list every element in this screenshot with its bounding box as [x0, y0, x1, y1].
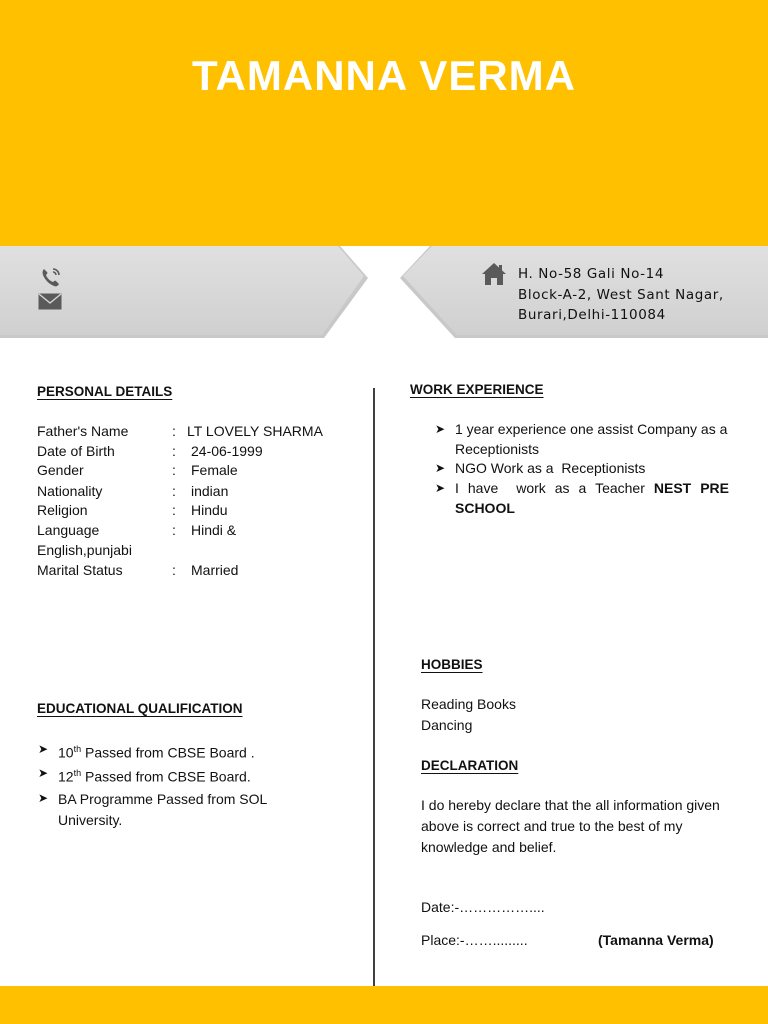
row-value: 24-06-1999	[191, 443, 263, 459]
personal-details-heading: PERSONAL DETAILS	[37, 384, 173, 399]
mail-icon	[38, 293, 62, 310]
education-item-text: Passed from CBSE Board .	[81, 744, 255, 761]
footer-bar	[0, 986, 768, 1024]
row-label: Nationality	[37, 483, 103, 499]
work-item	[435, 479, 729, 518]
row-label: English,punjabi	[37, 542, 132, 558]
phone-icon	[40, 266, 62, 288]
header-banner	[0, 0, 768, 246]
work-item-text: I have work as a Teacher	[455, 480, 654, 497]
place-label: Place:-…….........	[421, 932, 528, 948]
education-item-num: 10	[58, 744, 74, 761]
education-item-sup: th	[73, 768, 82, 779]
arrow-bullet-icon: ➤	[435, 481, 446, 496]
education-item-num: 12	[58, 769, 74, 786]
education-item-text: Passed from CBSE Board.	[81, 769, 251, 786]
hobbies-heading: HOBBIES	[421, 657, 483, 672]
work-item-text: NGO Work as a Receptionists	[455, 460, 646, 477]
work-experience-heading: WORK EXPERIENCE	[410, 382, 544, 397]
hobby-item: Reading Books	[421, 696, 516, 712]
arrow-bullet-icon: ➤	[38, 766, 49, 781]
row-label: Father's Name	[37, 423, 129, 439]
home-icon	[481, 262, 507, 286]
work-item-text: 1 year experience one assist Company as a Receptionists	[455, 421, 728, 457]
row-colon: :	[172, 483, 176, 499]
arrow-bullet-icon: ➤	[38, 790, 49, 805]
education-item-sup: th	[73, 744, 82, 754]
arrow-bullet-icon: ➤	[435, 422, 446, 436]
education-list	[38, 740, 338, 831]
education-item-text: BA Programme Passed from SOL University.	[58, 790, 267, 828]
work-item	[435, 459, 729, 479]
row-colon: :	[172, 502, 176, 518]
row-colon: :	[172, 522, 176, 538]
education-item	[38, 764, 338, 787]
declaration-text: I do hereby declare that the all information given above is correct and true to the best of my knowledge and belief.	[421, 797, 720, 855]
row-value: Hindi &	[191, 522, 237, 538]
declaration-heading: DECLARATION	[421, 758, 519, 773]
signature: (Tamanna Verma)	[598, 932, 714, 948]
arrow-bullet-icon: ➤	[435, 461, 446, 476]
hobbies-list	[421, 694, 516, 735]
address-line-1: H. No-58 Gali No-14	[518, 266, 665, 282]
row-colon: :	[172, 423, 176, 439]
education-item	[38, 740, 338, 763]
row-label: Gender	[37, 462, 84, 478]
work-list	[435, 420, 729, 519]
row-label: Language	[37, 522, 100, 538]
row-colon: :	[172, 562, 176, 578]
address-line-3: Burari,Delhi-110084	[518, 307, 666, 323]
row-value: Married	[191, 562, 239, 578]
hobby-item: Dancing	[421, 716, 473, 733]
arrow-bullet-icon: ➤	[38, 742, 49, 756]
row-label: Marital Status	[37, 562, 123, 578]
left-chevron	[0, 246, 364, 335]
row-colon: :	[172, 462, 176, 478]
date-label: Date:-……………....	[421, 899, 545, 915]
row-label: Date of Birth	[37, 443, 115, 459]
work-item-bold: NEST PRE SCHOOL	[455, 480, 729, 516]
row-label: Religion	[37, 502, 88, 518]
row-value: Hindu	[191, 502, 228, 518]
education-heading: EDUCATIONAL QUALIFICATION	[37, 701, 243, 716]
work-item	[435, 420, 729, 459]
education-item	[38, 789, 308, 831]
address	[518, 264, 758, 326]
row-value: LT LOVELY SHARMA	[187, 423, 323, 439]
column-divider	[373, 388, 375, 986]
row-value: indian	[191, 483, 229, 499]
candidate-name: TAMANNA VERMA	[192, 52, 576, 99]
address-line-2: Block-A-2, West Sant Nagar,	[518, 286, 724, 303]
row-value: Female	[191, 462, 238, 478]
row-colon: :	[172, 443, 176, 459]
